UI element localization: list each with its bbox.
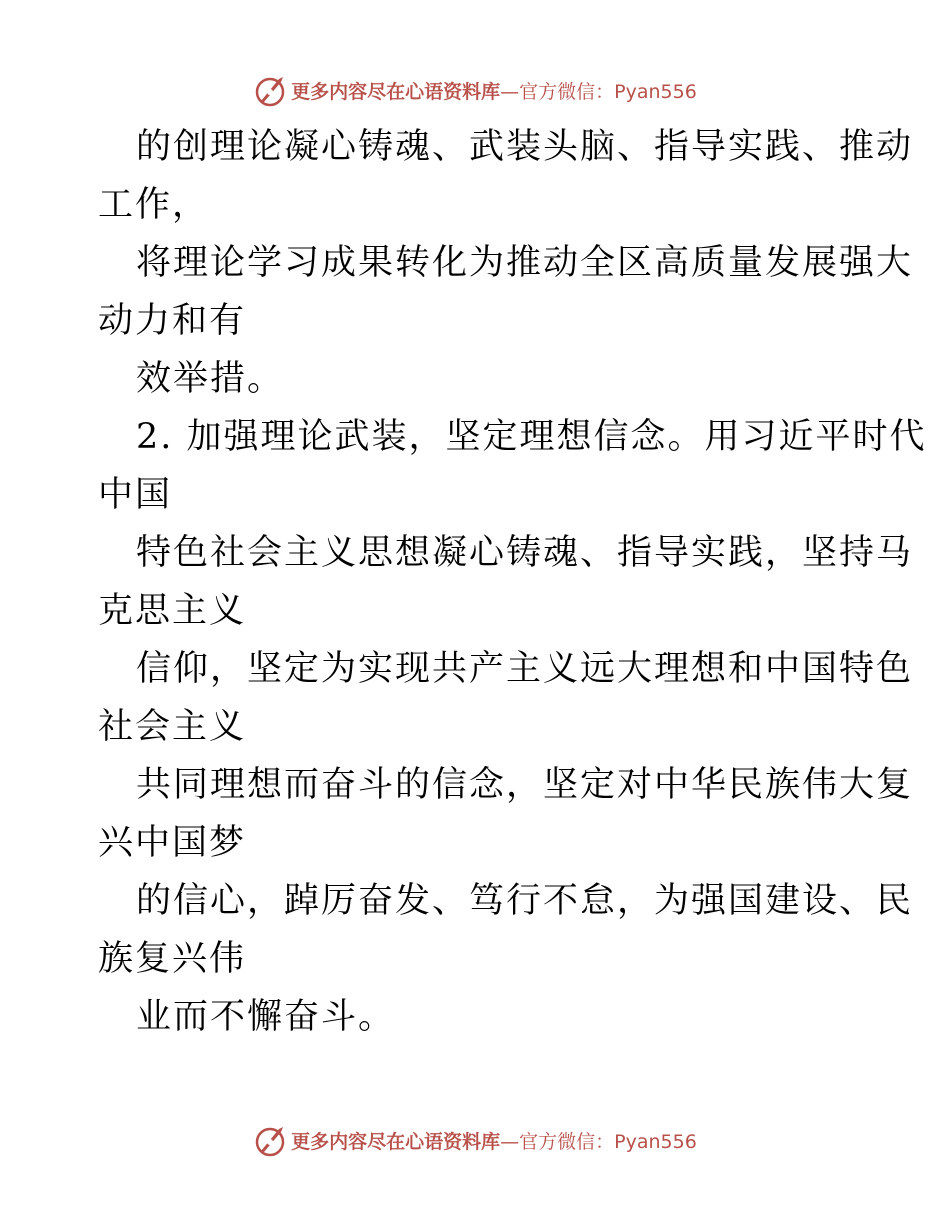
footer-banner	[0, 1120, 950, 1160]
body-line: 效举措。	[136, 359, 285, 399]
body-line: 信仰，坚定为实现共产主义远大理想和中国特色	[136, 649, 914, 689]
body-line: 2. 加强理论武装，坚定理想信念。用习近平时代	[136, 417, 927, 457]
body-line: 族复兴伟	[98, 939, 247, 979]
body-line: 兴中国梦	[98, 823, 247, 863]
body-line: 业而不懈奋斗。	[136, 997, 396, 1037]
body-line: 动力和有	[98, 301, 247, 341]
footer-banner-main-text: 更多内容尽在心语资料库	[291, 1130, 501, 1153]
header-banner	[0, 70, 950, 110]
header-banner-main-text: 更多内容尽在心语资料库	[291, 80, 501, 103]
body-line: 中国	[98, 475, 173, 515]
body-line: 将理论学习成果转化为推动全区高质量发展强大	[136, 243, 914, 283]
body-line: 克思主义	[98, 591, 247, 631]
header-banner-sub-text: —官方微信：Pyan556	[500, 80, 697, 103]
body-line: 工作，	[98, 185, 210, 225]
body-line: 特色社会主义思想凝心铸魂、指导实践，坚持马	[136, 533, 914, 573]
body-line: 的信心，踔厉奋发、笃行不怠，为强国建设、民	[136, 881, 914, 921]
quill-pen-logo-icon	[253, 73, 287, 107]
document-body	[98, 118, 927, 1046]
footer-banner-sub-text: —官方微信：Pyan556	[500, 1130, 697, 1153]
quill-pen-logo-icon	[253, 1123, 287, 1157]
body-line: 社会主义	[98, 707, 247, 747]
body-line: 的创理论凝心铸魂、武装头脑、指导实践、推动	[136, 127, 914, 167]
body-line: 共同理想而奋斗的信念，坚定对中华民族伟大复	[136, 765, 914, 805]
